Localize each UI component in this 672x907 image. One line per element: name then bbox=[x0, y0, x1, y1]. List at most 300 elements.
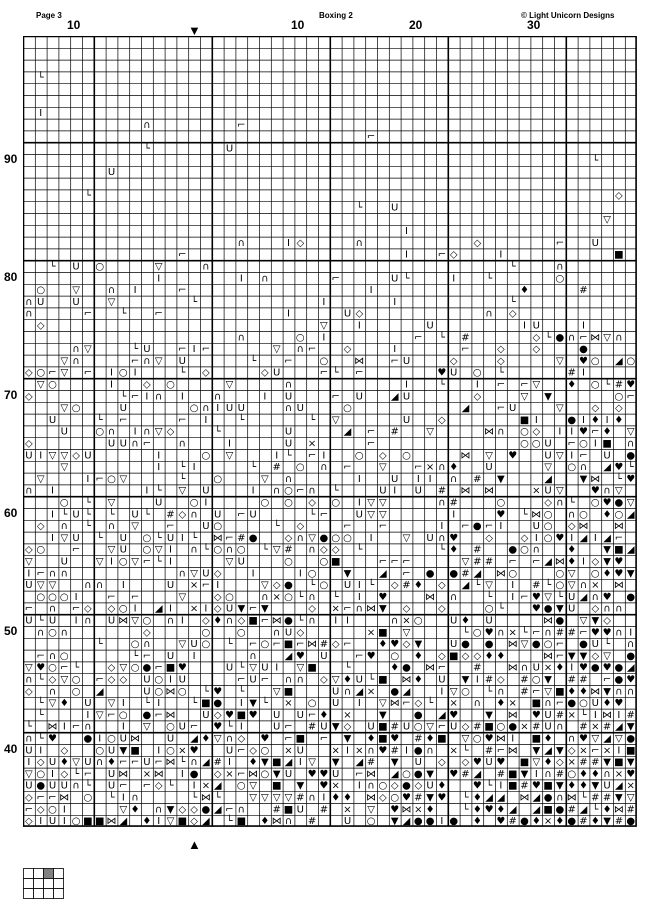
stitch-symbol: ● bbox=[543, 603, 553, 615]
stitch-symbol: ▽ bbox=[567, 568, 576, 580]
stitch-symbol: × bbox=[331, 745, 340, 757]
stitch-symbol: I bbox=[192, 650, 196, 662]
stitch-symbol: ∩ bbox=[190, 757, 198, 769]
stitch-symbol: ◢ bbox=[532, 792, 541, 804]
stitch-symbol: ◇ bbox=[36, 320, 45, 332]
stitch-symbol: ○ bbox=[48, 662, 57, 674]
stitch-symbol: ◇ bbox=[60, 745, 69, 757]
stitch-symbol: ♦ bbox=[614, 414, 624, 426]
stitch-symbol: ◢ bbox=[355, 686, 364, 698]
stitch-symbol: ♦ bbox=[248, 757, 258, 769]
stitch-symbol: └ bbox=[368, 580, 375, 592]
stitch-symbol: ♦ bbox=[130, 804, 140, 816]
stitch-symbol: I bbox=[157, 698, 161, 710]
stitch-symbol: ○ bbox=[107, 733, 116, 745]
stitch-symbol: ⋈ bbox=[566, 792, 577, 804]
stitch-symbol: ▼ bbox=[261, 603, 269, 615]
stitch-symbol: I bbox=[570, 532, 574, 544]
stitch-symbol: ○ bbox=[48, 591, 57, 603]
stitch-symbol: ⌐ bbox=[107, 709, 116, 721]
stitch-symbol: # bbox=[555, 627, 565, 639]
stitch-symbol: I bbox=[393, 485, 397, 497]
stitch-symbol: ◇ bbox=[461, 650, 470, 662]
stitch-symbol: U bbox=[284, 768, 293, 780]
stitch-symbol: # bbox=[496, 768, 506, 780]
stitch-symbol: ◇ bbox=[119, 674, 128, 686]
stitch-symbol: ■ bbox=[378, 721, 388, 733]
stitch-symbol: U bbox=[591, 698, 599, 710]
stitch-symbol: ◢ bbox=[213, 780, 222, 792]
stitch-symbol: ⌐ bbox=[189, 721, 199, 733]
stitch-symbol: └ bbox=[273, 521, 280, 533]
stitch-symbol: ○ bbox=[472, 627, 482, 639]
stitch-symbol: U bbox=[343, 308, 352, 320]
stitch-symbol: ◢ bbox=[438, 709, 446, 721]
stitch-symbol: ▼ bbox=[579, 473, 588, 485]
stitch-symbol: ▽ bbox=[379, 497, 387, 509]
stitch-symbol: ◇ bbox=[532, 344, 541, 356]
stitch-symbol: ⋈ bbox=[613, 804, 624, 816]
stitch-symbol: ∩ bbox=[627, 639, 635, 651]
stitch-symbol: ♥ bbox=[626, 379, 636, 391]
stitch-symbol: U bbox=[568, 603, 576, 615]
stitch-symbol: # bbox=[484, 745, 494, 757]
stitch-symbol: ∩ bbox=[544, 627, 552, 639]
stitch-symbol: ◢ bbox=[461, 580, 470, 592]
stitch-symbol: ■ bbox=[378, 733, 388, 745]
stitch-symbol: I bbox=[251, 485, 255, 497]
stitch-symbol: ⌐ bbox=[390, 556, 399, 568]
stitch-symbol: # bbox=[555, 709, 565, 721]
stitch-symbol: ▽ bbox=[107, 544, 116, 556]
stitch-symbol: I bbox=[534, 414, 538, 426]
stitch-symbol: ▽ bbox=[272, 344, 281, 356]
stitch-symbol: ♦ bbox=[390, 662, 400, 674]
stitch-symbol: ○ bbox=[166, 379, 175, 391]
stitch-symbol: ○ bbox=[284, 497, 293, 509]
stitch-symbol: ■ bbox=[614, 249, 624, 261]
stitch-symbol: # bbox=[272, 804, 281, 816]
stitch-symbol: ⋈ bbox=[248, 768, 259, 780]
stitch-symbol: └ bbox=[592, 155, 599, 167]
stitch-symbol: I bbox=[27, 568, 31, 580]
stitch-symbol: ⋈ bbox=[602, 709, 613, 721]
stitch-symbol: ∩ bbox=[343, 686, 352, 698]
stitch-symbol: ○ bbox=[614, 509, 624, 521]
stitch-symbol: U bbox=[25, 745, 33, 757]
stitch-symbol: I bbox=[322, 332, 326, 344]
stitch-symbol: U bbox=[320, 721, 328, 733]
stitch-symbol: # bbox=[614, 379, 624, 391]
stitch-symbol: ○ bbox=[284, 485, 293, 497]
stitch-symbol: ◇ bbox=[591, 403, 600, 415]
stitch-symbol: ⋈ bbox=[543, 650, 554, 662]
stitch-symbol: ▽ bbox=[615, 733, 623, 745]
stitch-symbol: ♦ bbox=[555, 816, 565, 828]
stitch-symbol: ∩ bbox=[237, 237, 245, 249]
stitch-symbol: ♦ bbox=[413, 650, 423, 662]
stitch-symbol: ◇ bbox=[213, 709, 222, 721]
stitch-symbol: ♦ bbox=[425, 733, 435, 745]
stitch-symbol: └ bbox=[37, 709, 44, 721]
stitch-symbol: ▽ bbox=[331, 414, 340, 426]
stitch-symbol: I bbox=[346, 615, 349, 627]
stitch-symbol: # bbox=[626, 804, 635, 816]
stitch-symbol: U bbox=[72, 261, 80, 273]
stitch-symbol: ▽ bbox=[544, 686, 552, 698]
stitch-symbol: ⌐ bbox=[237, 674, 246, 686]
stitch-symbol: ∩ bbox=[391, 615, 399, 627]
stitch-symbol: ♦ bbox=[413, 580, 423, 592]
stitch-symbol: I bbox=[39, 450, 43, 462]
stitch-symbol: ○ bbox=[555, 568, 565, 580]
stitch-symbol: U bbox=[166, 650, 175, 662]
stitch-symbol: ∩ bbox=[438, 532, 446, 544]
stitch-symbol: I bbox=[346, 745, 349, 757]
stitch-symbol: ⋈ bbox=[425, 662, 436, 674]
stitch-symbol: └ bbox=[226, 639, 233, 651]
stitch-symbol: ♥ bbox=[508, 450, 518, 462]
stitch-symbol: ○ bbox=[201, 450, 211, 462]
stitch-symbol: ▼ bbox=[390, 816, 399, 828]
stitch-symbol: ○ bbox=[366, 816, 376, 828]
stitch-symbol: U bbox=[202, 521, 210, 533]
stitch-symbol: × bbox=[225, 768, 234, 780]
stitch-symbol: ▼ bbox=[497, 473, 505, 485]
stitch-symbol: # bbox=[166, 509, 175, 521]
stitch-symbol: ∩ bbox=[520, 662, 529, 674]
stitch-symbol: ○ bbox=[402, 768, 411, 780]
stitch-symbol: U bbox=[509, 403, 517, 415]
stitch-symbol: ▽ bbox=[60, 674, 69, 686]
stitch-symbol: ▽ bbox=[178, 639, 187, 651]
stitch-symbol: ◇ bbox=[237, 615, 246, 627]
stitch-symbol: U bbox=[107, 438, 116, 450]
stitch-symbol: I bbox=[357, 580, 361, 592]
stitch-symbol: ● bbox=[413, 816, 423, 828]
stitch-symbol: I bbox=[298, 757, 302, 769]
stitch-symbol: ∩ bbox=[450, 591, 458, 603]
stitch-symbol: ▼ bbox=[379, 603, 387, 615]
stitch-symbol: ■ bbox=[130, 745, 140, 757]
stitch-symbol: ◇ bbox=[438, 603, 446, 615]
stitch-symbol: I bbox=[322, 792, 326, 804]
page-cell bbox=[34, 879, 44, 889]
stitch-symbol: └ bbox=[120, 308, 127, 320]
stitch-symbol: ∩ bbox=[355, 237, 363, 249]
stitch-symbol: ∩ bbox=[296, 532, 304, 544]
stitch-symbol: ○ bbox=[461, 686, 470, 698]
stitch-symbol: ● bbox=[284, 615, 293, 627]
stitch-symbol: └ bbox=[627, 462, 634, 474]
stitch-symbol: ○ bbox=[71, 674, 81, 686]
stitch-symbol: × bbox=[355, 745, 364, 757]
stitch-symbol: ○ bbox=[496, 497, 506, 509]
stitch-symbol: # bbox=[319, 804, 329, 816]
stitch-symbol: ▽ bbox=[261, 792, 269, 804]
stitch-symbol: ● bbox=[189, 768, 199, 780]
stitch-symbol: ◇ bbox=[25, 391, 33, 403]
stitch-symbol: ◇ bbox=[544, 497, 552, 509]
stitch-symbol: × bbox=[189, 603, 199, 615]
stitch-symbol: ○ bbox=[36, 544, 46, 556]
stitch-symbol: ◇ bbox=[402, 639, 411, 651]
stitch-symbol: ◇ bbox=[25, 367, 33, 379]
stitch-symbol: × bbox=[532, 485, 541, 497]
stitch-symbol: U bbox=[119, 438, 127, 450]
stitch-symbol: ○ bbox=[59, 497, 69, 509]
stitch-symbol: # bbox=[602, 792, 612, 804]
stitch-symbol: ⌐ bbox=[319, 509, 329, 521]
stitch-symbol: U bbox=[591, 237, 599, 249]
stitch-symbol: ♦ bbox=[472, 804, 482, 816]
stitch-symbol: └ bbox=[604, 379, 611, 391]
stitch-symbol: U bbox=[107, 167, 116, 179]
stitch-symbol: └ bbox=[238, 414, 245, 426]
stitch-symbol: ⋈ bbox=[543, 615, 554, 627]
stitch-symbol: I bbox=[511, 580, 515, 592]
stitch-symbol: ⌐ bbox=[237, 745, 246, 757]
stitch-symbol: # bbox=[579, 757, 588, 769]
stitch-symbol: ◢ bbox=[497, 792, 505, 804]
stitch-symbol: └ bbox=[84, 780, 91, 792]
stitch-symbol: ⋈ bbox=[590, 686, 601, 698]
stitch-symbol: U bbox=[249, 674, 257, 686]
stitch-symbol: └ bbox=[462, 627, 469, 639]
stitch-symbol: U bbox=[450, 615, 458, 627]
stitch-symbol: ○ bbox=[555, 580, 565, 592]
stitch-symbol: ♥ bbox=[531, 780, 541, 792]
stitch-symbol: ⋈ bbox=[519, 792, 530, 804]
stitch-symbol: ▽ bbox=[60, 450, 69, 462]
stitch-symbol: ♥ bbox=[484, 627, 494, 639]
stitch-symbol: U bbox=[143, 686, 151, 698]
stitch-symbol: ⋈ bbox=[354, 355, 365, 367]
stitch-symbol: # bbox=[567, 804, 576, 816]
stitch-symbol: I bbox=[228, 438, 231, 450]
stitch-symbol: ○ bbox=[413, 615, 423, 627]
stitch-symbol: ∩ bbox=[225, 615, 234, 627]
stitch-symbol: × bbox=[591, 580, 600, 592]
stitch-symbol: × bbox=[366, 627, 376, 639]
stitch-symbol: ▽ bbox=[485, 580, 493, 592]
stitch-symbol: ⌐ bbox=[591, 745, 600, 757]
stitch-symbol: ▽ bbox=[402, 532, 411, 544]
stitch-symbol: U bbox=[273, 709, 281, 721]
stitch-symbol: ⋈ bbox=[460, 450, 471, 462]
stitch-symbol: U bbox=[84, 757, 92, 769]
stitch-symbol: ♦ bbox=[413, 674, 423, 686]
stitch-symbol: ⌐ bbox=[496, 403, 506, 415]
stitch-symbol: └ bbox=[96, 639, 103, 651]
stitch-symbol: ● bbox=[590, 662, 600, 674]
stitch-symbol: ◇ bbox=[36, 521, 45, 533]
stitch-symbol: ♥ bbox=[225, 709, 234, 721]
stitch-symbol: ♦ bbox=[201, 733, 211, 745]
stitch-symbol: × bbox=[366, 686, 376, 698]
stitch-symbol: ∩ bbox=[497, 627, 505, 639]
stitch-symbol: ⋈ bbox=[401, 674, 412, 686]
stitch-symbol: ▼ bbox=[556, 603, 564, 615]
stitch-symbol: × bbox=[449, 698, 458, 710]
stitch-symbol: I bbox=[275, 450, 279, 462]
stitch-symbol: I bbox=[110, 379, 113, 391]
stitch-symbol: ○ bbox=[543, 521, 553, 533]
page-cell bbox=[54, 869, 64, 879]
stitch-symbol: ⌐ bbox=[60, 662, 69, 674]
stitch-symbol: ◇ bbox=[497, 674, 505, 686]
stitch-symbol: ■ bbox=[248, 615, 258, 627]
stitch-symbol: ▽ bbox=[154, 426, 163, 438]
stitch-symbol: I bbox=[239, 698, 243, 710]
stitch-symbol: ⌐ bbox=[130, 757, 140, 769]
stitch-symbol: U bbox=[284, 438, 293, 450]
stitch-symbol: ♥ bbox=[378, 745, 388, 757]
stitch-symbol: I bbox=[51, 532, 54, 544]
stitch-symbol: ○ bbox=[390, 650, 400, 662]
stitch-symbol: I bbox=[605, 414, 609, 426]
stitch-symbol: U bbox=[166, 532, 175, 544]
stitch-symbol: ∩ bbox=[48, 568, 57, 580]
stitch-symbol: ⌐ bbox=[366, 438, 376, 450]
stitch-symbol: ▼ bbox=[626, 568, 635, 580]
stitch-symbol: # bbox=[414, 792, 423, 804]
stitch-symbol: ■ bbox=[519, 757, 530, 769]
stitch-symbol: U bbox=[249, 509, 257, 521]
stitch-symbol: ○ bbox=[236, 544, 246, 556]
stitch-symbol: ◇ bbox=[591, 650, 600, 662]
stitch-symbol: ∩ bbox=[627, 686, 635, 698]
stitch-symbol: ▽ bbox=[544, 591, 552, 603]
stitch-symbol: ○ bbox=[284, 591, 293, 603]
stitch-symbol: ♥ bbox=[472, 757, 482, 769]
stitch-symbol: ∩ bbox=[273, 485, 281, 497]
stitch-symbol: ● bbox=[520, 816, 529, 828]
stitch-symbol: # bbox=[473, 556, 482, 568]
stitch-symbol: U bbox=[119, 403, 127, 415]
stitch-symbol: ∩ bbox=[143, 355, 151, 367]
stitch-symbol: × bbox=[284, 698, 293, 710]
stitch-symbol: ▽ bbox=[426, 426, 434, 438]
stitch-symbol: ▼ bbox=[249, 698, 257, 710]
stitch-symbol: # bbox=[614, 816, 624, 828]
stitch-symbol: × bbox=[579, 745, 588, 757]
stitch-symbol: ▽ bbox=[284, 792, 293, 804]
stitch-symbol: U bbox=[414, 757, 422, 769]
stitch-symbol: └ bbox=[486, 273, 493, 285]
stitch-symbol: ▽ bbox=[520, 391, 529, 403]
stitch-symbol: U bbox=[284, 426, 293, 438]
stitch-symbol: ▽ bbox=[60, 367, 69, 379]
stitch-symbol: ● bbox=[390, 686, 400, 698]
stitch-symbol: ♥ bbox=[472, 780, 482, 792]
stitch-symbol: ⌐ bbox=[83, 308, 93, 320]
stitch-symbol: └ bbox=[202, 686, 209, 698]
stitch-symbol: U bbox=[320, 650, 328, 662]
stitch-symbol: ◢ bbox=[402, 816, 411, 828]
stitch-symbol: ● bbox=[626, 450, 636, 462]
stitch-symbol: I bbox=[558, 426, 562, 438]
stitch-symbol: U bbox=[450, 367, 458, 379]
stitch-symbol: ∩ bbox=[544, 698, 552, 710]
stitch-symbol: └ bbox=[84, 497, 91, 509]
stitch-symbol: I bbox=[357, 780, 361, 792]
stitch-symbol: ⌐ bbox=[130, 591, 140, 603]
stitch-symbol: ▽ bbox=[603, 332, 611, 344]
stitch-symbol: ⌐ bbox=[154, 662, 163, 674]
stitch-symbol: I bbox=[145, 485, 149, 497]
stitch-symbol: └ bbox=[297, 615, 304, 627]
stitch-symbol: ⌐ bbox=[555, 237, 565, 249]
stitch-symbol: ◢ bbox=[615, 721, 623, 733]
stitch-symbol: ⌐ bbox=[107, 591, 116, 603]
stitch-symbol: ♦ bbox=[461, 615, 470, 627]
stitch-symbol: ⌐ bbox=[579, 627, 588, 639]
stitch-symbol: I bbox=[251, 568, 255, 580]
stitch-symbol: ♥ bbox=[437, 792, 447, 804]
stitch-symbol: └ bbox=[309, 509, 316, 521]
stitch-symbol: ▽ bbox=[461, 556, 470, 568]
stitch-symbol: I bbox=[133, 603, 137, 615]
stitch-symbol: × bbox=[543, 816, 553, 828]
stitch-symbol: U bbox=[119, 544, 127, 556]
stitch-symbol: I bbox=[287, 308, 290, 320]
stitch-symbol: I bbox=[169, 556, 172, 568]
stitch-symbol: ○ bbox=[166, 745, 175, 757]
stitch-symbol: U bbox=[296, 745, 304, 757]
stitch-symbol: I bbox=[110, 367, 113, 379]
stitch-symbol: ⋈ bbox=[165, 686, 176, 698]
stitch-symbol: ⌐ bbox=[71, 603, 81, 615]
stitch-symbol: ▽ bbox=[272, 792, 281, 804]
stitch-symbol: ○ bbox=[590, 568, 600, 580]
stitch-symbol: I bbox=[523, 320, 526, 332]
stitch-symbol: ◇ bbox=[213, 603, 222, 615]
stitch-symbol: U bbox=[414, 485, 422, 497]
stitch-symbol: × bbox=[284, 745, 293, 757]
stitch-symbol: ♥ bbox=[602, 497, 612, 509]
stitch-symbol: ◢ bbox=[402, 686, 411, 698]
stitch-symbol: U bbox=[119, 532, 127, 544]
stitch-symbol: ○ bbox=[378, 780, 388, 792]
stitch-symbol: ■ bbox=[283, 804, 294, 816]
stitch-symbol: ⋈ bbox=[531, 509, 542, 521]
stitch-symbol: ◢ bbox=[532, 804, 541, 816]
stitch-symbol: └ bbox=[155, 532, 162, 544]
stitch-symbol: ♥ bbox=[579, 733, 588, 745]
stitch-symbol: └ bbox=[120, 391, 127, 403]
stitch-symbol: I bbox=[475, 674, 479, 686]
stitch-symbol: U bbox=[178, 355, 186, 367]
stitch-symbol: ∩ bbox=[25, 296, 33, 308]
stitch-symbol: U bbox=[426, 780, 434, 792]
stitch-symbol: ⌐ bbox=[579, 332, 588, 344]
stitch-symbol: # bbox=[414, 733, 423, 745]
stitch-symbol: I bbox=[570, 662, 574, 674]
stitch-symbol: ⌐ bbox=[555, 698, 565, 710]
stitch-symbol: ⌐ bbox=[48, 792, 57, 804]
stitch-symbol: └ bbox=[37, 674, 44, 686]
stitch-symbol: ▼ bbox=[603, 544, 611, 556]
stitch-symbol: ▽ bbox=[320, 320, 328, 332]
stitch-symbol: ∩ bbox=[450, 473, 458, 485]
stitch-symbol: ◇ bbox=[261, 367, 269, 379]
stitch-symbol: ∩ bbox=[237, 332, 245, 344]
stitch-symbol: ♥ bbox=[213, 686, 223, 698]
stitch-symbol: ⌐ bbox=[343, 639, 352, 651]
stitch-symbol: ♦ bbox=[484, 650, 494, 662]
stitch-symbol: ♦ bbox=[213, 615, 223, 627]
